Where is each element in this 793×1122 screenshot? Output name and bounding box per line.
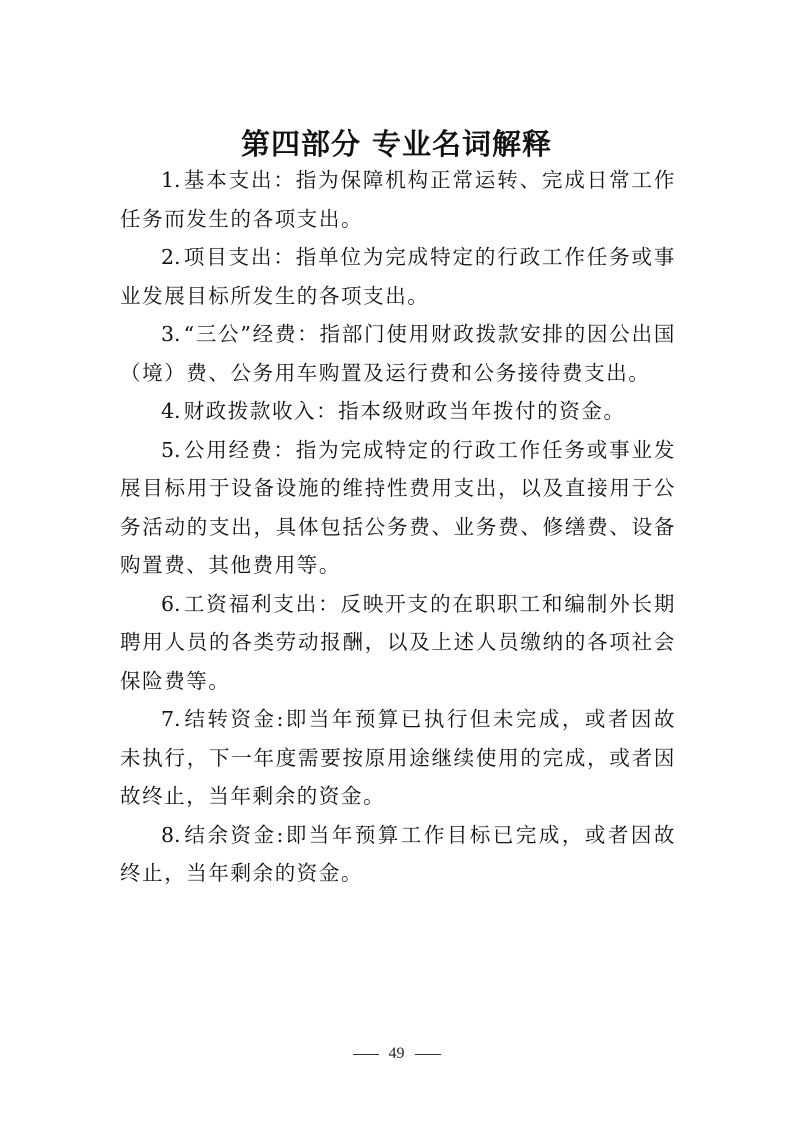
term-definition: 指为保障机构正常运转、完成日常工作任务而发生的各项支出。 [120,168,676,231]
footer-dash-left [353,1054,379,1055]
term-label: 财政拨款收入： [183,399,339,423]
term-number: 7. [161,707,181,731]
term-definition: 指单位为完成特定的行政工作任务或事业发展目标所发生的各项支出。 [120,245,676,308]
term-label: 项目支出： [183,245,296,269]
term-number: 3. [161,322,181,346]
term-definition: 指为完成特定的行政工作任务或事业发展目标用于设备设施的维持性费用支出，以及直接用于公务活动的支出，具体包括公务费、业务费、修缮费、设备购置费、其他费用等。 [120,437,676,577]
term-number: 1. [161,168,181,192]
term-item [120,700,676,816]
term-number: 6. [161,591,181,616]
term-number: 2. [161,245,181,269]
term-label: 结余资金: [183,822,285,847]
term-definition: 即当年预算工作目标已完成，或者因故终止，当年剩余的资金。 [120,822,676,885]
term-definition: 反映开支的在职职工和编制外长期聘用人员的各类劳动报酬，以及上述人员缴纳的各项社会保险费等。 [120,591,676,693]
term-number: 4. [161,399,181,423]
term-definition: 指部门使用财政拨款安排的因公出国（境）费、公务用车购置及运行费和公务接待费支出。 [120,322,676,385]
page-title: 第四部分 专业名词解释 [240,127,553,162]
term-definition: 即当年预算已执行但未完成，或者因故未执行，下一年度需要按原用途继续使用的完成，或者因故终止，当年剩余的资金。 [120,707,676,808]
term-label: 公用经费： [183,437,296,462]
term-item [120,161,676,238]
term-label: “三公”经费： [183,322,320,346]
page-footer [0,1044,793,1064]
term-list [120,161,676,893]
page-number: 49 [388,1045,405,1062]
term-number: 5. [161,437,181,462]
term-label: 结转资金: [183,707,285,731]
footer-dash-right [415,1054,441,1055]
term-item [120,816,676,893]
term-item [120,431,676,585]
term-label: 基本支出： [183,168,296,192]
term-label: 工资福利支出： [183,591,341,616]
term-item [120,238,676,315]
term-number: 8. [161,822,181,847]
term-item [120,315,676,392]
term-item [120,392,676,431]
term-definition: 指本级财政当年拨付的资金。 [338,399,626,423]
term-item [120,585,676,701]
